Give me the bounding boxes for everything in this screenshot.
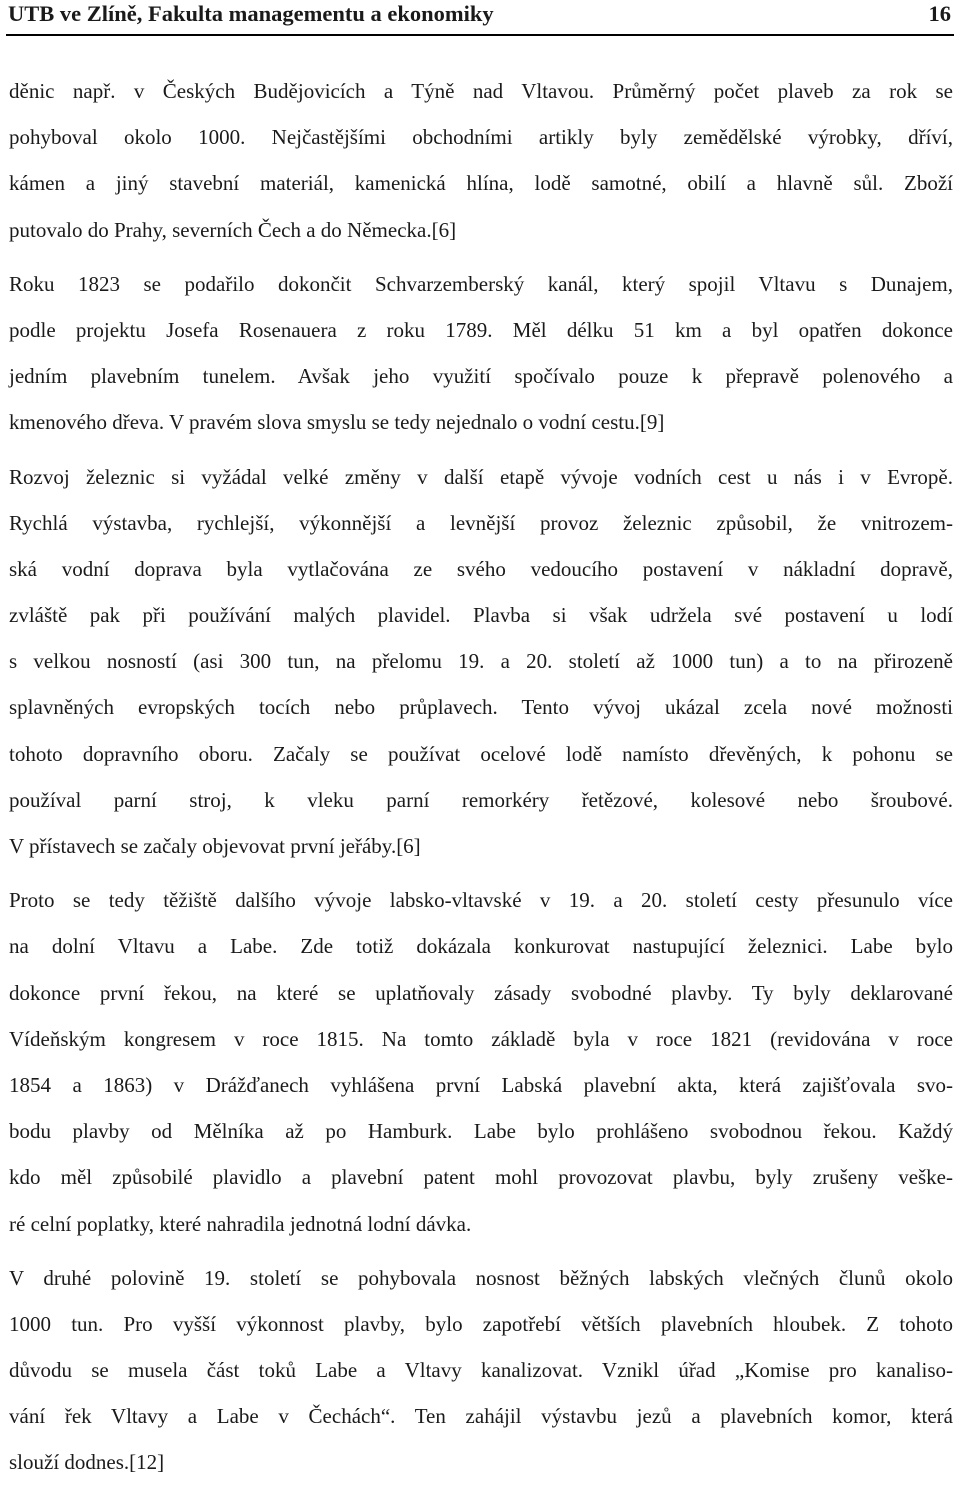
text-line: Roku 1823 se podařilo dokončit Schvarzemberský kanál, který spojil Vltavu s Dunajem,: [9, 271, 953, 296]
text-line: 1854 a 1863) v Drážďanech vyhlášena první Labská plavební akta, která zajišťovala svo-: [9, 1072, 953, 1097]
text-line: dokonce první řekou, na které se uplatňovaly zásady svobodné plavby. Ty byly deklarované: [9, 980, 953, 1005]
page-number: 16: [928, 1, 951, 26]
text-line: kámen a jiný stavební materiál, kamenická hlína, lodě samotné, obilí a hlavně sůl. Zboží: [9, 171, 953, 196]
text-line: jedním plavebním tunelem. Avšak jeho využití spočívalo pouze k přepravě polenového a: [9, 364, 953, 389]
text-line: Rychlá výstavba, rychlejší, výkonnější a levnější provoz železnic způsobil, že vnitrozem-: [9, 510, 953, 535]
paragraph: [9, 68, 953, 253]
text-line: podle projektu Josefa Rosenauera z roku 1789. Měl délku 51 km a byl opatřen dokonce: [9, 317, 953, 342]
text-line: 1000 tun. Pro vyšší výkonnost plavby, bylo zapotřebí větších plavebních hloubek. Z tohoto: [9, 1311, 953, 1336]
text-line: používal parní stroj, k vleku parní remorkéry řetězové, kolesové nebo šroubové.: [9, 787, 953, 812]
text-line: vání řek Vltavy a Labe v Čechách“. Ten zahájil výstavbu jezů a plavebních komor, která: [9, 1404, 953, 1429]
text-line: Vídeňským kongresem v roce 1815. Na tomto základě byla v roce 1821 (revidována v roce: [9, 1026, 953, 1051]
page-header: [6, 0, 954, 36]
paragraph: [9, 1255, 953, 1486]
text-line: Rozvoj železnic si vyžádal velké změny v další etapě vývoje vodních cest u nás i v Evropě.: [9, 464, 953, 489]
text-line: kdo měl způsobilé plavidlo a plavební patent mohl provozovat plavbu, byly zrušeny veške-: [9, 1165, 953, 1190]
text-line: důvodu se musela část toků Labe a Vltavy kanalizovat. Vznikl úřad „Komise pro kanaliso-: [9, 1358, 953, 1383]
text-line: ská vodní doprava byla vytlačována ze svého vedoucího postavení v nákladní dopravě,: [9, 556, 953, 581]
text-line: s velkou nosností (asi 300 tun, na přelomu 19. a 20. století až 1000 tun) a to na přirozeně: [9, 649, 953, 674]
text-line: děnic např. v Českých Budějovicích a Týně nad Vltavou. Průměrný počet plaveb za rok se: [9, 79, 953, 103]
text-line: pohyboval okolo 1000. Nejčastějšími obchodními artikly byly zemědělské výrobky, dříví,: [9, 125, 953, 150]
text-line: ré celní poplatky, které nahradila jednotná lodní dávka.: [9, 1211, 472, 1236]
text-line: kmenového dřeva. V pravém slova smyslu se tedy nejednalo o vodní cestu.[9]: [9, 410, 665, 435]
text-line: na dolní Vltavu a Labe. Zde totiž dokázala konkurovat nastupující železnici. Labe bylo: [9, 934, 953, 959]
text-line: bodu plavby od Mělníka až po Hamburk. Labe bylo prohlášeno svobodnou řekou. Každý: [9, 1119, 953, 1144]
text-line: splavněných evropských tocích nebo průplavech. Tento vývoj ukázal zcela nové možnosti: [9, 695, 953, 720]
text-line: V druhé polovině 19. století se pohybovala nosnost běžných labských vlečných člunů okolo: [9, 1265, 953, 1290]
paragraph: [9, 261, 953, 446]
paragraph: [9, 454, 953, 870]
text-line: V přístavech se začaly objevovat první jeřáby.[6]: [9, 834, 421, 858]
header-title: UTB ve Zlíně, Fakulta managementu a ekonomiky: [8, 1, 494, 26]
text-line: putovalo do Prahy, severních Čech a do Německa.[6]: [9, 217, 457, 242]
text-line: tohoto dopravního oboru. Začaly se používat ocelové lodě namísto dřevěných, k pohonu se: [9, 741, 953, 766]
body-text: [9, 68, 953, 1486]
text-line: zvláště pak při používání malých plavidel. Plavba si však udržela své postavení u lodí: [9, 603, 953, 628]
text-line: slouží dodnes.[12]: [9, 1450, 165, 1475]
paragraph: [9, 877, 953, 1247]
text-line: Proto se tedy těžiště dalšího vývoje labsko-vltavské v 19. a 20. století cesty přesunulo více: [9, 888, 953, 913]
